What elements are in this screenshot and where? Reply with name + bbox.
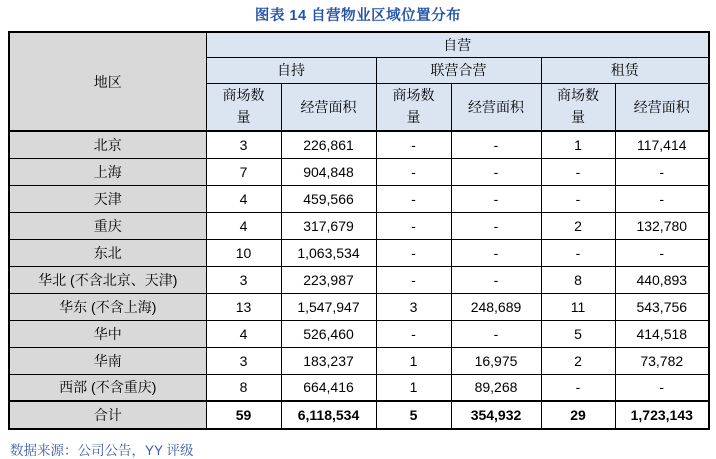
cell-value: 664,416 <box>281 374 376 401</box>
cell-value: 1,063,534 <box>281 239 376 266</box>
cell-value: 3 <box>206 131 281 158</box>
cell-value: 132,780 <box>615 212 709 239</box>
col-header-mall-count <box>206 83 281 131</box>
cell-value: - <box>376 158 451 185</box>
total-value: 59 <box>206 401 281 429</box>
cell-value: - <box>615 185 709 212</box>
cell-value: 2 <box>541 212 615 239</box>
cell-value: 1 <box>376 374 451 401</box>
cell-value: - <box>541 158 615 185</box>
cell-value: 11 <box>541 293 615 320</box>
cell-value: 414,518 <box>615 320 709 347</box>
cell-value: - <box>541 239 615 266</box>
cell-value: 223,987 <box>281 266 376 293</box>
cell-value: 3 <box>206 266 281 293</box>
table-row <box>9 212 709 239</box>
cell-value: 8 <box>206 374 281 401</box>
cell-value: - <box>451 212 541 239</box>
cell-value: 2 <box>541 347 615 374</box>
region-label: 华南 <box>9 347 206 374</box>
cell-value: 117,414 <box>615 131 709 158</box>
cell-value: 3 <box>206 347 281 374</box>
region-label: 上海 <box>9 158 206 185</box>
col-header-mall-count <box>376 83 451 131</box>
col-header-operating-area: 经营面积 <box>281 83 376 131</box>
cell-value: 248,689 <box>451 293 541 320</box>
region-distribution-table <box>8 31 710 430</box>
cell-value: 16,975 <box>451 347 541 374</box>
col-header-mall-count-label: 商场数量 <box>556 87 599 125</box>
region-label: 重庆 <box>9 212 206 239</box>
cell-value: 73,782 <box>615 347 709 374</box>
total-value: 354,932 <box>451 401 541 429</box>
section-header-joint-venture: 联营合营 <box>376 57 541 83</box>
total-value: 1,723,143 <box>615 401 709 429</box>
col-header-region: 地区 <box>9 32 206 131</box>
col-header-mall-count-label: 商场数量 <box>222 87 265 125</box>
cell-value: - <box>376 131 451 158</box>
cell-value: 3 <box>376 293 451 320</box>
cell-value: - <box>615 158 709 185</box>
region-label: 北京 <box>9 131 206 158</box>
total-value: 29 <box>541 401 615 429</box>
cell-value: 459,566 <box>281 185 376 212</box>
cell-value: 1 <box>541 131 615 158</box>
region-label: 西部 (不含重庆) <box>9 374 206 401</box>
cell-value: - <box>376 266 451 293</box>
cell-value: - <box>376 239 451 266</box>
table-row <box>9 293 709 320</box>
cell-value: - <box>376 212 451 239</box>
col-header-operating-area: 经营面积 <box>451 83 541 131</box>
table-row <box>9 374 709 401</box>
data-source-note: 数据来源：公司公告，YY 评级 <box>10 443 194 458</box>
page-title: 图表 14 自营物业区域位置分布 <box>254 8 462 24</box>
section-header-self-held: 自持 <box>206 57 376 83</box>
cell-value: - <box>376 185 451 212</box>
cell-value: - <box>376 320 451 347</box>
cell-value: 10 <box>206 239 281 266</box>
region-label: 天津 <box>9 185 206 212</box>
cell-value: - <box>451 158 541 185</box>
table-row <box>9 185 709 212</box>
cell-value: - <box>451 185 541 212</box>
region-label: 东北 <box>9 239 206 266</box>
cell-value: 4 <box>206 185 281 212</box>
cell-value: 13 <box>206 293 281 320</box>
cell-value: 4 <box>206 320 281 347</box>
cell-value: 543,756 <box>615 293 709 320</box>
cell-value: - <box>541 185 615 212</box>
cell-value: - <box>451 239 541 266</box>
cell-value: 1 <box>376 347 451 374</box>
cell-value: 226,861 <box>281 131 376 158</box>
total-row <box>9 401 709 429</box>
cell-value: 89,268 <box>451 374 541 401</box>
cell-value: 8 <box>541 266 615 293</box>
table-row <box>9 347 709 374</box>
cell-value: - <box>615 239 709 266</box>
total-value: 6,118,534 <box>281 401 376 429</box>
cell-value: 5 <box>541 320 615 347</box>
cell-value: 183,237 <box>281 347 376 374</box>
cell-value: - <box>451 266 541 293</box>
table-row <box>9 320 709 347</box>
total-value: 5 <box>376 401 451 429</box>
cell-value: 904,848 <box>281 158 376 185</box>
col-header-operating-area: 经营面积 <box>615 83 709 131</box>
region-label: 华北 (不含北京、天津) <box>9 266 206 293</box>
cell-value: 1,547,947 <box>281 293 376 320</box>
cell-value: 440,893 <box>615 266 709 293</box>
col-header-mall-count <box>541 83 615 131</box>
total-label: 合计 <box>9 401 206 429</box>
cell-value: - <box>451 320 541 347</box>
table-row <box>9 239 709 266</box>
cell-value: - <box>451 131 541 158</box>
cell-value: 4 <box>206 212 281 239</box>
section-header-lease: 租赁 <box>541 57 709 83</box>
cell-value: - <box>615 374 709 401</box>
region-label: 华中 <box>9 320 206 347</box>
table-row <box>9 158 709 185</box>
table-row <box>9 131 709 158</box>
col-header-mall-count-label: 商场数量 <box>392 87 435 125</box>
cell-value: - <box>541 374 615 401</box>
cell-value: 7 <box>206 158 281 185</box>
table-row <box>9 266 709 293</box>
cell-value: 526,460 <box>281 320 376 347</box>
region-label: 华东 (不含上海) <box>9 293 206 320</box>
group-header-self-operated: 自营 <box>206 32 709 57</box>
cell-value: 317,679 <box>281 212 376 239</box>
